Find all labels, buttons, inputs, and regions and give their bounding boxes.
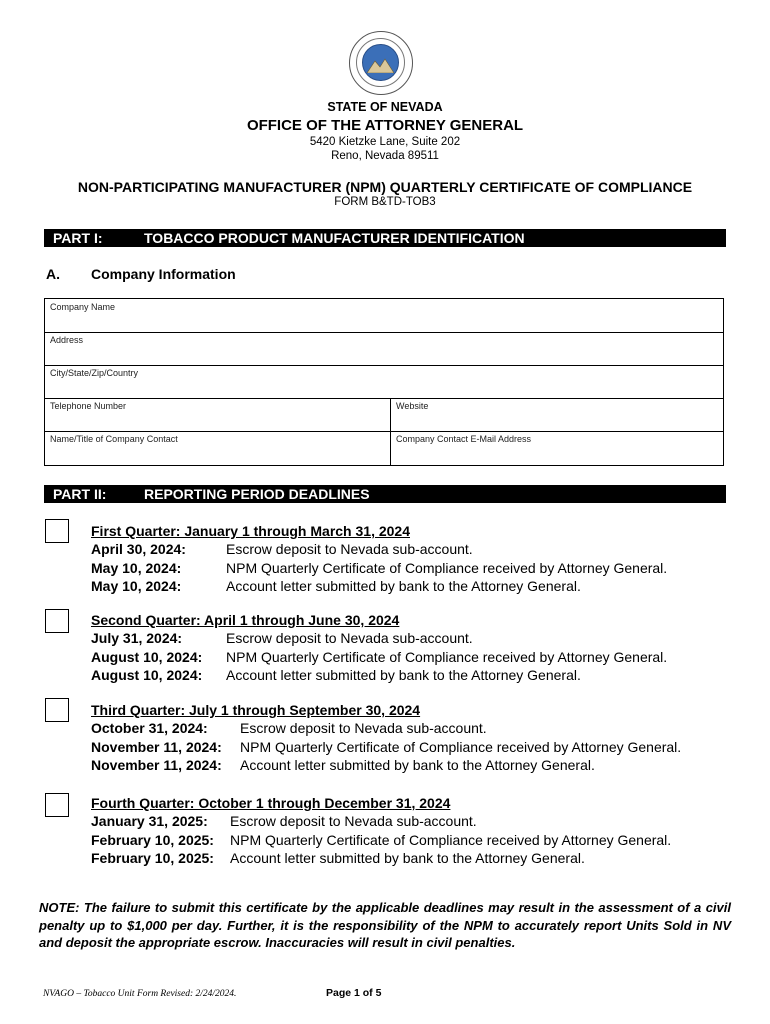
address-line-1: 5420 Kietzke Lane, Suite 202 [309, 136, 461, 148]
deadline-date: October 31, 2024: [91, 720, 208, 737]
state-heading: STATE OF NEVADA [327, 100, 443, 114]
section-a-letter: A. [46, 266, 60, 282]
deadline-row [91, 540, 473, 558]
deadline-date: August 10, 2024: [91, 648, 203, 665]
table-row-divider [45, 365, 723, 366]
website-field[interactable]: Website [396, 401, 429, 411]
first-quarter-block [91, 522, 668, 595]
deadline-date: July 31, 2024: [91, 630, 183, 647]
part1-label: PART I: [53, 230, 103, 246]
fourth-quarter-checkbox[interactable] [45, 793, 69, 817]
deadline-text: NPM Quarterly Certificate of Compliance received by Attorney General. [240, 738, 682, 755]
deadline-row [91, 559, 668, 577]
deadline-text: NPM Quarterly Certificate of Compliance received by Attorney General. [226, 559, 668, 576]
deadline-text: Escrow deposit to Nevada sub-account. [230, 813, 477, 830]
table-row-divider [45, 431, 723, 432]
deadline-row [91, 666, 581, 684]
second-quarter-block [91, 611, 668, 684]
quarter-heading: Second Quarter: April 1 through June 30, 2024 [91, 612, 400, 628]
deadline-text: Account letter submitted by bank to the Attorney General. [230, 849, 585, 866]
deadline-row [91, 719, 487, 737]
deadline-date: January 31, 2025: [91, 813, 208, 830]
deadline-row [91, 629, 473, 647]
deadline-date: August 10, 2024: [91, 666, 203, 683]
part1-title: TOBACCO PRODUCT MANUFACTURER IDENTIFICATION [144, 230, 525, 246]
deadline-text: Account letter submitted by bank to the Attorney General. [226, 666, 581, 683]
revision-footer: NVAGO – Tobacco Unit Form Revised: 2/24/2024. [43, 989, 237, 999]
deadline-text: NPM Quarterly Certificate of Compliance received by Attorney General. [226, 648, 668, 665]
nevada-state-seal-icon [349, 31, 413, 95]
form-title: NON-PARTICIPATING MANUFACTURER (NPM) QUARTERLY CERTIFICATE OF COMPLIANCE [77, 179, 693, 195]
deadline-row [91, 738, 682, 756]
deadline-date: February 10, 2025: [91, 831, 214, 848]
part2-label: PART II: [53, 486, 107, 502]
address-line-2: Reno, Nevada 89511 [331, 150, 439, 162]
table-row-divider [45, 398, 723, 399]
deadline-date: May 10, 2024: [91, 559, 182, 576]
telephone-field[interactable]: Telephone Number [50, 401, 127, 411]
seal-mountain-icon [367, 57, 394, 73]
deadline-date: November 11, 2024: [91, 738, 222, 755]
page-number: Page 1 of 5 [326, 987, 382, 999]
table-column-divider [390, 398, 391, 466]
part2-bar [44, 485, 726, 503]
deadline-row [91, 831, 672, 849]
quarter-heading: Third Quarter: July 1 through September 30, 2024 [91, 702, 421, 718]
deadline-row [91, 577, 581, 595]
deadline-text: NPM Quarterly Certificate of Compliance received by Attorney General. [230, 831, 672, 848]
deadline-row [91, 648, 668, 666]
first-quarter-checkbox[interactable] [45, 519, 69, 543]
deadline-text: Escrow deposit to Nevada sub-account. [240, 720, 487, 737]
office-heading: OFFICE OF THE ATTORNEY GENERAL [246, 117, 524, 134]
fourth-quarter-block [91, 794, 672, 867]
quarter-heading: Fourth Quarter: October 1 through December 31, 2024 [91, 795, 451, 811]
contact-name-field[interactable]: Name/Title of Company Contact [50, 434, 178, 444]
deadline-date: April 30, 2024: [91, 541, 186, 558]
form-number: FORM B&TD-TOB3 [334, 196, 436, 208]
section-a-title: Company Information [91, 266, 236, 282]
city-state-zip-field[interactable]: City/State/Zip/Country [50, 368, 139, 378]
deadline-date: November 11, 2024: [91, 756, 222, 773]
contact-email-field[interactable]: Company Contact E-Mail Address [396, 434, 532, 444]
company-info-table [44, 298, 724, 466]
deadline-text: Account letter submitted by bank to the Attorney General. [240, 756, 595, 773]
part1-bar [44, 229, 726, 247]
third-quarter-checkbox[interactable] [45, 698, 69, 722]
address-field[interactable]: Address [50, 335, 84, 345]
deadline-text: Escrow deposit to Nevada sub-account. [226, 541, 473, 558]
table-row-divider [45, 332, 723, 333]
deadline-row [91, 756, 595, 774]
quarter-heading: First Quarter: January 1 through March 31, 2024 [91, 523, 410, 539]
third-quarter-block [91, 701, 682, 774]
deadline-date: May 10, 2024: [91, 577, 182, 594]
deadline-row [91, 812, 477, 830]
deadline-text: Account letter submitted by bank to the Attorney General. [226, 577, 581, 594]
penalty-note: NOTE: The failure to submit this certificate by the applicable deadlines may result in the assessment of a civil penalty up to $1,000 per day. Further, it is the responsibility of the NPM to accurately report Units Sold in NV and deposit the appropriate escrow. Inaccuracies will result in civil penalties. [39, 900, 731, 950]
part2-title: REPORTING PERIOD DEADLINES [144, 486, 370, 502]
deadline-date: February 10, 2025: [91, 849, 214, 866]
deadline-row [91, 849, 585, 867]
deadline-text: Escrow deposit to Nevada sub-account. [226, 630, 473, 647]
second-quarter-checkbox[interactable] [45, 609, 69, 633]
company-name-field[interactable]: Company Name [50, 302, 116, 312]
